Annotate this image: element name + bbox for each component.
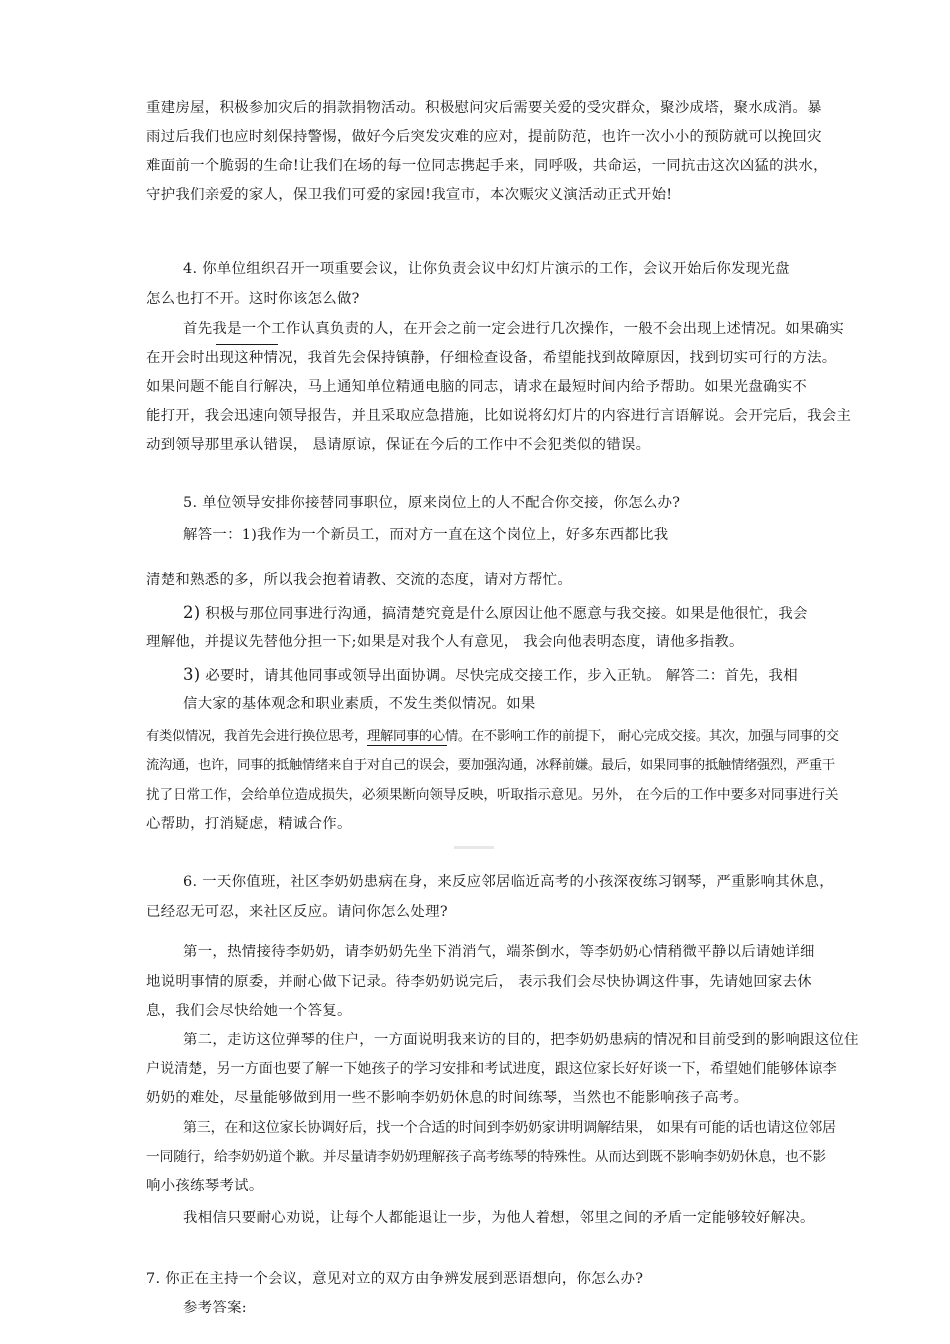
q5-point-3-line-2: 信大家的基体观念和职业素质，不发生类似情况。如果 bbox=[183, 696, 536, 712]
q5-point-3-text: 必要时，请其他同事或领导出面协调。尽快完成交接工作，步入正轨。 解答二：首先，我相 bbox=[200, 668, 798, 684]
q4-answer-line-1: 首先我是一个工作认真负责的人，在开会之前一定会进行几次操作，一般不会出现上述情况。如果确实 bbox=[183, 321, 845, 337]
q5-point-2-number: 2) bbox=[183, 603, 201, 622]
faint-mark bbox=[454, 846, 494, 849]
q5-answer-two-line-1: 有类似情况，我首先会进行换位思考，理解同事的心情。在不影响工作的前提下， 耐心完成交接。其次，加强与同事的交 bbox=[146, 729, 839, 744]
q5-underline-mark bbox=[367, 745, 447, 746]
q6-p1-line-3: 息，我们会尽快给她一个答复。 bbox=[146, 1003, 352, 1019]
q5-answer-label: 解答一：1)我作为一个新员工，而对方一直在这个岗位上，好多东西都比我 bbox=[183, 527, 669, 543]
q6-p2-line-2: 户说清楚，另一方面也要了解一下她孩子的学习安排和考试进度，跟这位家长好好谈一下，希望她们能够体谅李 bbox=[146, 1061, 837, 1077]
q6-p3-line-2: 一同随行，给李奶奶道个歉。并尽量请李奶奶理解孩子高考练琴的特殊性。从而达到既不影响李奶奶休息，也不影 bbox=[146, 1149, 826, 1165]
q6-p3-line-1: 第三，在和这位家长协调好后，找一个合适的时间到李奶奶家讲明调解结果， 如果有可能的话也请这位邻居 bbox=[183, 1120, 836, 1136]
q5-answer-two-line-2: 流沟通，也许，同事的抵触情绪来自于对自己的误会，要加强沟通，冰释前嫌。最后，如果同事的抵触情绪强烈，严重干 bbox=[146, 758, 835, 773]
q5-point-2-line-2: 理解他，并提议先替他分担一下;如果是对我个人有意见， 我会向他表明态度，请他多指教。 bbox=[146, 634, 744, 650]
q7-reference-label: 参考答案: bbox=[183, 1300, 247, 1316]
intro-line-1: 重建房屋，积极参加灾后的捐款捐物活动。积极慰问灾后需要关爱的受灾群众，聚沙成塔，聚水成消。暴 bbox=[146, 100, 822, 116]
q4-answer-line-4: 能打开，我会迅速向领导报告，并且采取应急措施，比如说将幻灯片的内容进行言语解说。会开完后，我会主 bbox=[146, 408, 852, 424]
q5-answer-line-1b: 清楚和熟悉的多，所以我会抱着请教、交流的态度，请对方帮忙。 bbox=[146, 572, 573, 588]
q5-point-2-line-1 bbox=[183, 604, 808, 623]
q4-title-line-2: 怎么也打不开。这时你该怎么做? bbox=[146, 291, 360, 307]
q6-title-line-2: 已经忍无可忍，来社区反应。请问你怎么处理? bbox=[146, 904, 448, 920]
q5-answer-two-line-3: 扰了日常工作，会给单位造成损失，必须果断向领导反映，听取指示意见。另外， 在今后的工作中要多对同事进行关 bbox=[146, 787, 839, 803]
intro-line-4: 守护我们亲爱的家人，保卫我们可爱的家园!我宣市，本次赈灾义演活动正式开始! bbox=[146, 187, 673, 203]
q5-title: 5. 单位领导安排你接替同事职位，原来岗位上的人不配合你交接，你怎么办? bbox=[183, 495, 681, 511]
q4-answer-line-2: 在开会时出现这种情况，我首先会保持镇静，仔细检查设备，希望能找到故障原因，找到切实可行的方法。 bbox=[146, 350, 837, 366]
q6-p4: 我相信只要耐心劝说，让每个人都能退让一步，为他人着想，邻里之间的矛盾一定能够较好解决。 bbox=[183, 1210, 815, 1226]
q6-title-line-1: 6. 一天你值班，社区李奶奶患病在身，来反应邻居临近高考的小孩深夜练习钢琴，严重影响其休息， bbox=[183, 874, 834, 890]
q6-p1-line-1: 第一，热情接待李奶奶，请李奶奶先坐下消消气，端茶倒水，等李奶奶心情稍微平静以后请她详细 bbox=[183, 944, 815, 960]
q4-answer-line-3: 如果问题不能自行解决，马上通知单位精通电脑的同志，请求在最短时间内给予帮助。如果光盘确实不 bbox=[146, 379, 808, 395]
q6-p2-line-3: 奶奶的难处，尽量能够做到用一些不影响李奶奶休息的时间练琴，当然也不能影响孩子高考。 bbox=[146, 1090, 749, 1106]
q5-point-2-text: 积极与那位同事进行沟通，搞清楚究竟是什么原因让他不愿意与我交接。如果是他很忙，我会 bbox=[200, 606, 808, 622]
q5-answer-two-line-4: 心帮助，打消疑虑，精诚合作。 bbox=[146, 816, 352, 832]
q5-point-3-number: 3) bbox=[183, 665, 201, 684]
q5-point-3-line-1 bbox=[183, 666, 798, 685]
q4-title-line-1: 4. 你单位组织召开一项重要会议，让你负责会议中幻灯片演示的工作，会议开始后你发现光盘 bbox=[183, 261, 790, 277]
intro-line-3: 难面前一个脆弱的生命!让我们在场的每一位同志携起手来，同呼吸，共命运，一同抗击这次凶猛的洪水， bbox=[146, 158, 828, 174]
q6-p2-line-1: 第二，走访这位弹琴的住户，一方面说明我来访的目的，把李奶奶患病的情况和目前受到的影响跟这位住 bbox=[183, 1032, 859, 1048]
q6-p3-line-3: 响小孩练琴考试。 bbox=[146, 1178, 264, 1194]
q4-underline-mark bbox=[216, 344, 278, 345]
intro-line-2: 雨过后我们也应时刻保持警惕，做好今后突发灾难的应对，提前防范，也许一次小小的预防就可以挽回灾 bbox=[146, 129, 822, 145]
q7-title: 7. 你正在主持一个会议，意见对立的双方由争辨发展到恶语想向，你怎么办? bbox=[146, 1271, 644, 1287]
q4-answer-line-5: 动到领导那里承认错误， 恳请原谅，保证在今后的工作中不会犯类似的错误。 bbox=[146, 437, 651, 453]
q6-p1-line-2: 地说明事情的原委，并耐心做下记录。待李奶奶说完后， 表示我们会尽快协调这件事，先请她回家去休 bbox=[146, 974, 812, 990]
